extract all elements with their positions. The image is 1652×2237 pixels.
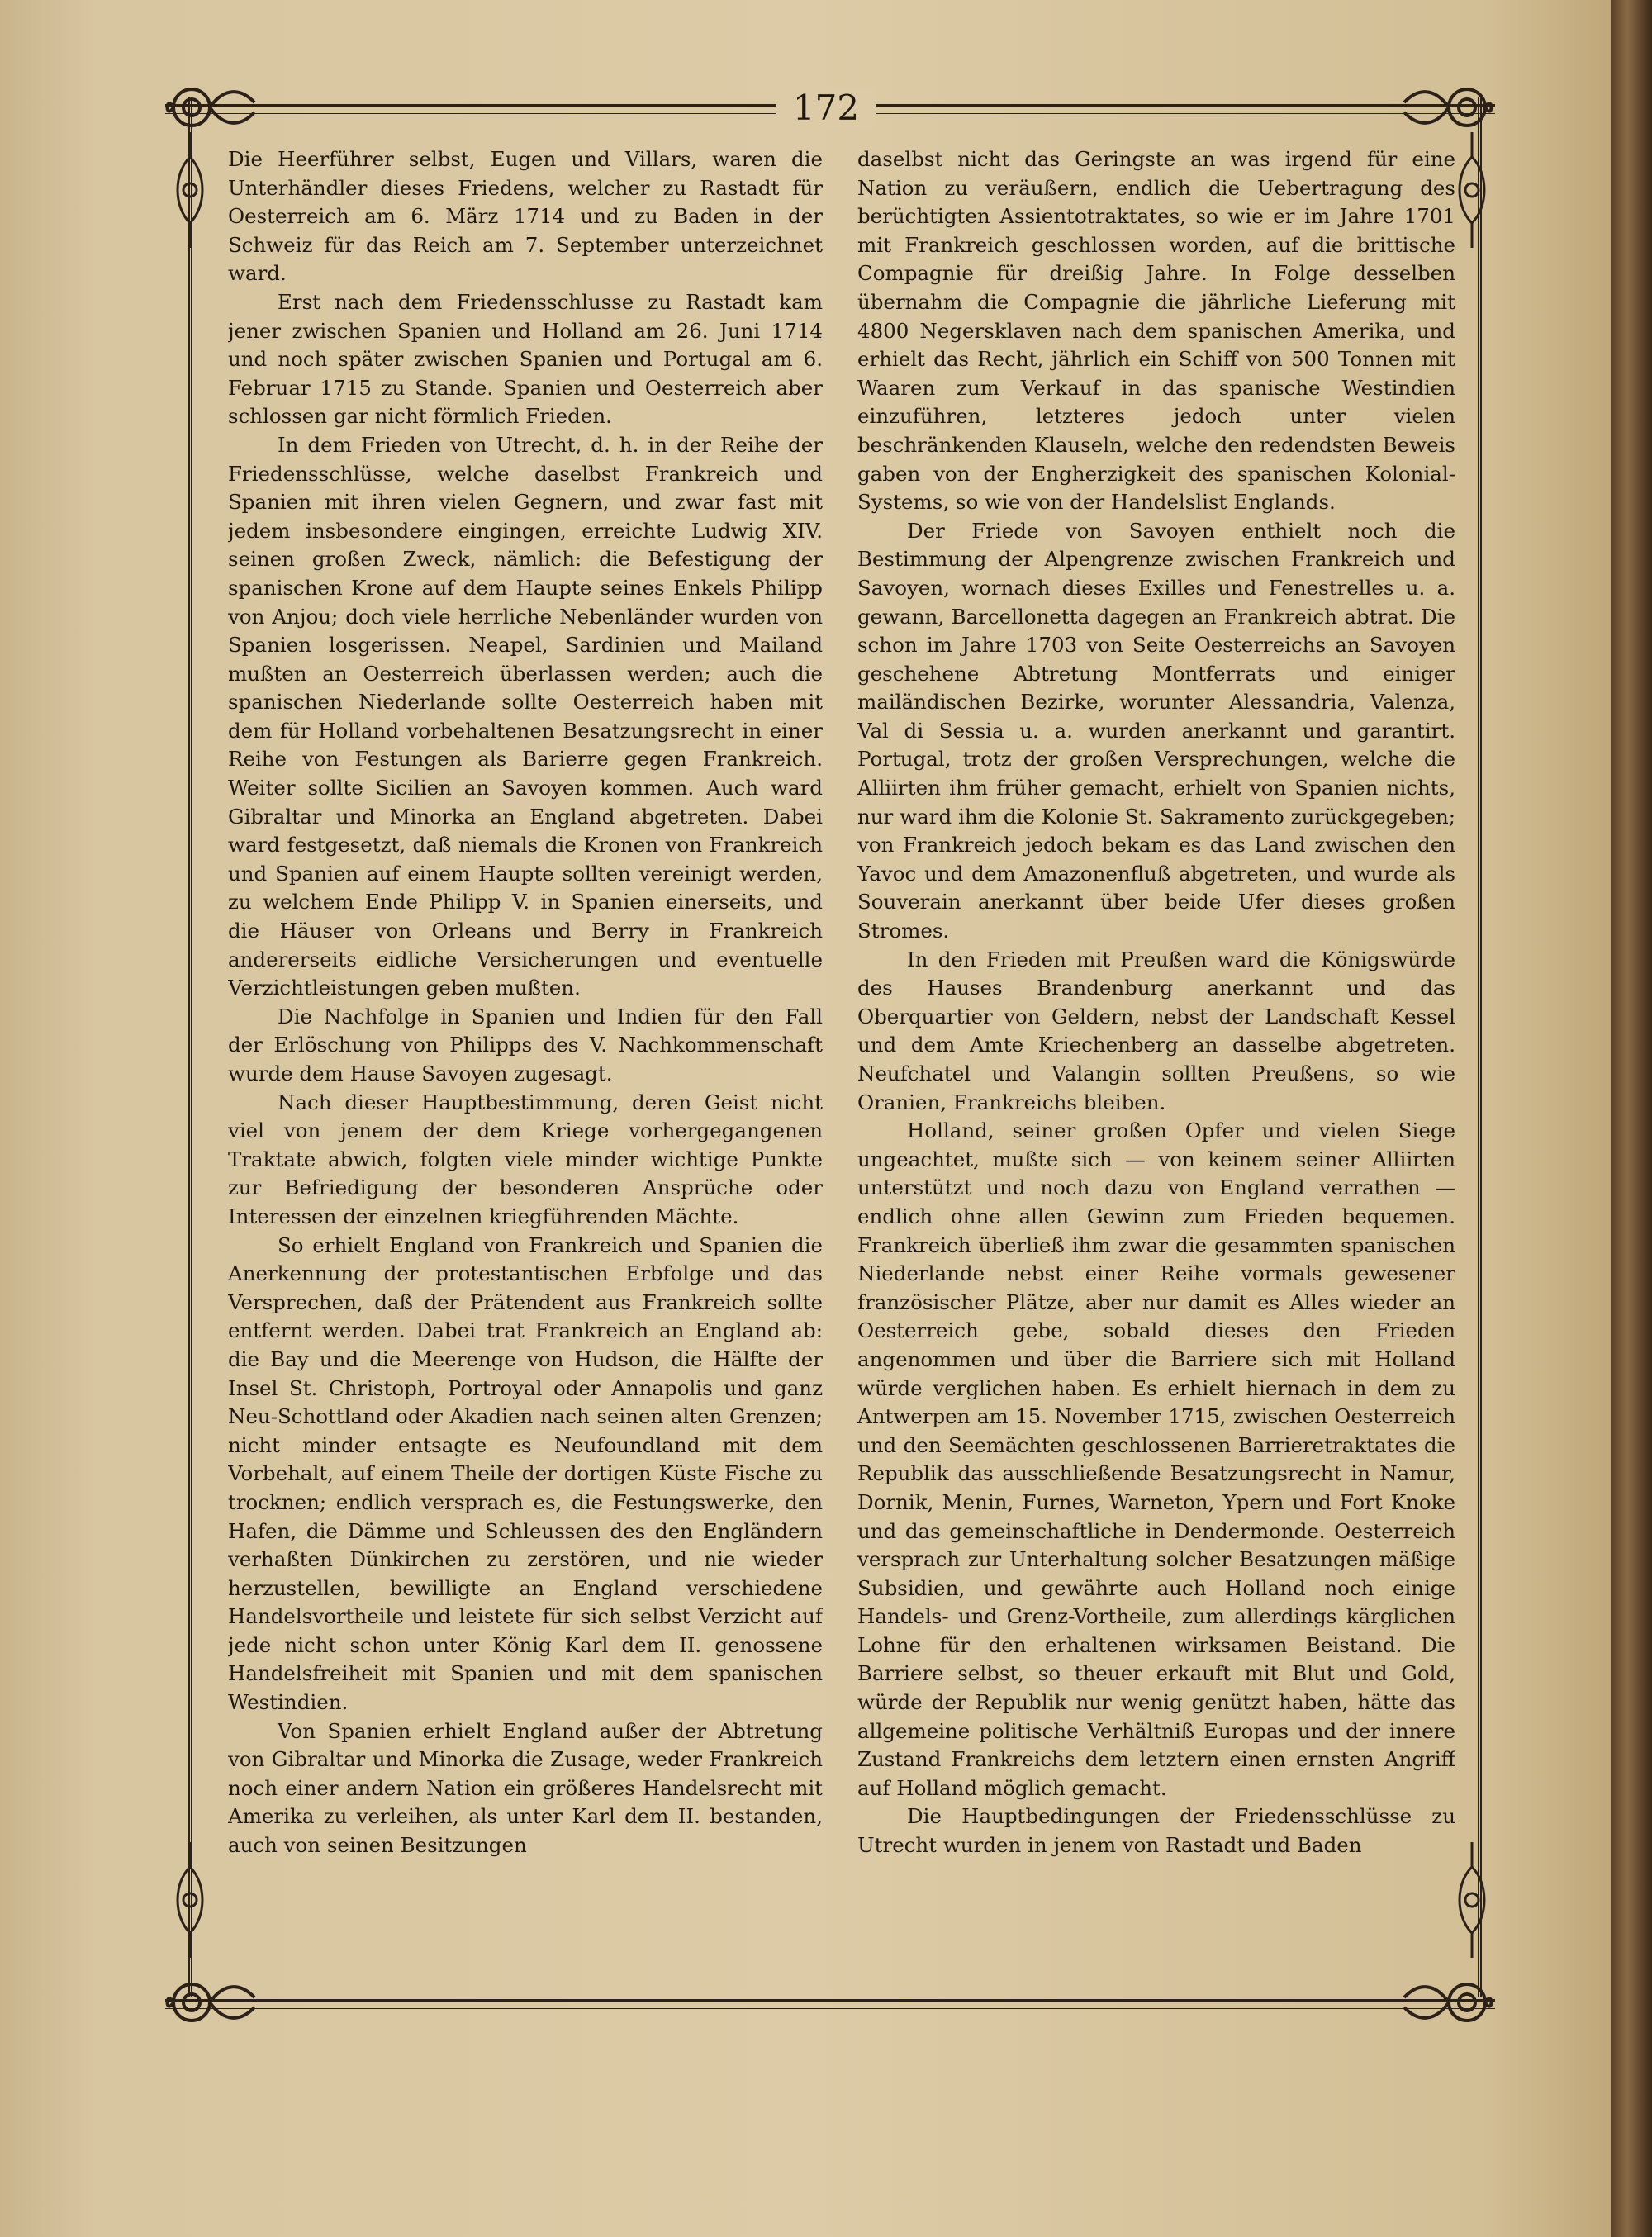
paragraph: Der Friede von Savoyen enthielt noch die Bestimmung der Alpengrenze zwischen Frankreich und Savoyen, wornach dieses Exilles und Fenestrelles u. a. gewann, Barcellonetta dagegen an Frankreich abtrat. Die schon im Jahre 1703 von Seite Oesterreichs an Savoyen geschehene Abtretung Montferrats und einiger mailändischen Bezirke, worunter Alessandria, Valenza, Val di Sessia u. a. wurden anerkannt und garantirt. Portugal, trotz der großen Versprechungen, welche die Alliirten ihm früher gemacht, erhielt von Spanien nichts, nur ward ihm die Kolonie St. Sakramento zurückgegeben; von Frankreich jedoch bekam es das Land zwischen den Yavoc und dem Amazonenfluß abgetreten, und wurde als Souverain anerkannt über beide Ufer dieses großen Stromes. bbox=[857, 518, 1455, 943]
paragraph: daselbst nicht das Geringste an was irgend für eine Nation zu veräußern, endlich die Uebertragung des berüchtigten Assientotraktates, so wie er im Jahre 1701 mit Frankreich geschlossen worden, auf die brittische Compagnie für dreißig Jahre. In Folge desselben übernahm die Compagnie die jährliche Lieferung mit 4800 Negersklaven nach dem spanischen Amerika, und erhielt das Recht, jährlich ein Schiff von 500 Tonnen mit Waaren zum Verkauf in das spanische Westindien einzuführen, letzteres jedoch unter vielen beschränkenden Klauseln, welche den redendsten Beweis gaben von der Engherzigkeit des spanischen Kolonial-Systems, so wie von der Handelslist Englands. bbox=[857, 147, 1455, 515]
bottom-right-ornament-icon bbox=[1398, 1973, 1497, 2032]
footer-rule bbox=[165, 1999, 1495, 2009]
paragraph: Von Spanien erhielt England außer der Abtretung von Gibraltar und Minorka die Zusage, weder Frankreich noch einer andern Nation ein größeres Handelsrecht mit Amerika zu verleihen, als unter Karl dem II. bestanden, auch von seinen Besitzungen bbox=[228, 1718, 823, 1858]
bottom-left-ornament-icon bbox=[162, 1973, 261, 2032]
left-side-ornament-bottom-icon bbox=[165, 1842, 215, 1958]
paragraph: Nach dieser Hauptbestimmung, deren Geist nicht viel von jenem der dem Kriege vorhergegangenen Traktate abwich, folgten viele minder wichtige Punkte zur Befriedigung der besonderen Ansprüche oder Interessen der einzelnen kriegführenden Mächte. bbox=[228, 1090, 823, 1228]
top-right-ornament-icon bbox=[1398, 78, 1497, 137]
page-number: 172 bbox=[776, 88, 876, 129]
book-gutter bbox=[1611, 0, 1652, 2237]
paragraph: So erhielt England von Frankreich und Spanien die Anerkennung der protestantischen Erbfolge und das Versprechen, daß der Prätendent aus Frankreich sollte entfernt werden. Dabei trat Frankreich an England ab: die Bay und die Meerenge von Hudson, die Hälfte der Insel St. Christoph, Portroyal oder Annapolis und ganz Neu-Schottland oder Akadien nach seinen alten Grenzen; nicht minder entsagte es Neufoundland mit dem Vorbehalt, auf einem Theile der dortigen Küste Fische zu trocknen; endlich versprach es, die Festungswerke, den Hafen, die Dämme und Schleussen des den Engländern verhaßten Dünkirchen zu zerstören, und nie wieder herzustellen, bewilligte an England verschiedene Handelsvortheile und leistete für sich selbst Verzicht auf jede nicht schon unter König Karl dem II. genossene Handelsfreiheit mit Spanien und mit dem spanischen Westindien. bbox=[228, 1232, 823, 1715]
paragraph: Die Hauptbedingungen der Friedensschlüsse zu Utrecht wurden in jenem von Rastadt und Baden bbox=[857, 1804, 1455, 1858]
left-side-ornament-icon bbox=[165, 132, 215, 248]
paragraph: Holland, seiner großen Opfer und vielen Siege ungeachtet, mußte sich — von keinem seiner Alliirten unterstützt und noch dazu von England verrathen — endlich ohne allen Gewinn zum Frieden bequemen. Frankreich überließ ihm zwar die gesammten spanischen Niederlande nebst einer Reihe vormals gewesener französischer Plätze, aber nur damit es Alles wieder an Oesterreich gebe, sobald dieses den Frieden angenommen und über die Barriere sich mit Holland würde verglichen haben. Es erhielt hiernach in dem zu Antwerpen am 15. November 1715, zwischen Oesterreich und den Seemächten geschlossenen Barrieretraktates die Republik das ausschließende Besatzungsrecht in Namur, Dornik, Menin, Furnes, Warneton, Ypern und Fort Knoke und das gemeinschaftliche in Dendermonde. Oesterreich versprach zur Unterhaltung solcher Besatzungen mäßige Subsidien, und gewährte auch Holland noch einige Handels- und Grenz-Vortheile, zum allerdings kärglichen Lohne für den erhaltenen wirksamen Beistand. Die Barriere selbst, so theuer erkauft mit Blut und Gold, würde der Republik nur wenig genützt haben, hätte das allgemeine politische Verhältniß Europas und der innere Zustand Frankreichs dem letztern einen ernsten Angriff auf Holland möglich gemacht. bbox=[857, 1118, 1455, 1800]
paragraph: Erst nach dem Friedensschlusse zu Rastadt kam jener zwischen Spanien und Holland am 26. Juni 1714 und noch später zwischen Spanien und Portugal am 6. Februar 1715 zu Stande. Spanien und Oesterreich aber schlossen gar nicht förmlich Frieden. bbox=[228, 289, 823, 429]
paragraph: In dem Frieden von Utrecht, d. h. in der Reihe der Friedensschlüsse, welche daselbst Frankreich und Spanien mit ihren vielen Gegnern, und zwar fast mit jedem insbesondere eingingen, erreichte Ludwig XIV. seinen großen Zweck, nämlich: die Befestigung der spanischen Krone auf dem Haupte seines Enkels Philipp von Anjou; doch viele herrliche Nebenländer wurden von Spanien losgerissen. Neapel, Sardinien und Mailand mußten an Oesterreich überlassen werden; auch die spanischen Niederlande sollte Oesterreich haben mit dem für Holland vorbehaltenen Besatzungsrecht in einer Reihe von Festungen als Barierre gegen Frankreich. Weiter sollte Sicilien an Savoyen kommen. Auch ward Gibraltar und Minorka an England abgetreten. Dabei ward festgesetzt, daß niemals die Kronen von Frankreich und Spanien auf einem Haupte sollten vereinigt werden, zu welchem Ende Philipp V. in Spanien einerseits, und die Häuser von Orleans und Berry in Frankreich andererseits eidliche Versicherungen und eventuelle Verzichtleistungen geben mußten. bbox=[228, 432, 823, 1000]
right-column bbox=[857, 145, 1455, 1954]
paragraph: Die Nachfolge in Spanien und Indien für den Fall der Erlöschung von Philipps des V. Nachkommenschaft wurde dem Hause Savoyen zugesagt. bbox=[228, 1004, 823, 1085]
top-left-ornament-icon bbox=[162, 78, 261, 137]
paragraph: In den Frieden mit Preußen ward die Königswürde des Hauses Brandenburg anerkannt und das Oberquartier von Geldern, nebst der Landschaft Kessel und dem Amte Kriechenberg an dasselbe abgetreten. Neufchatel und Valangin sollten Preußens, so wie Oranien, Frankreichs bleiben. bbox=[857, 947, 1455, 1114]
left-column bbox=[228, 145, 823, 1954]
paragraph: Die Heerführer selbst, Eugen und Villars, waren die Unterhändler dieses Friedens, welcher zu Rastadt für Oesterreich am 6. März 1714 und zu Baden in der Schweiz für das Reich am 7. September unterzeichnet ward. bbox=[228, 147, 823, 286]
